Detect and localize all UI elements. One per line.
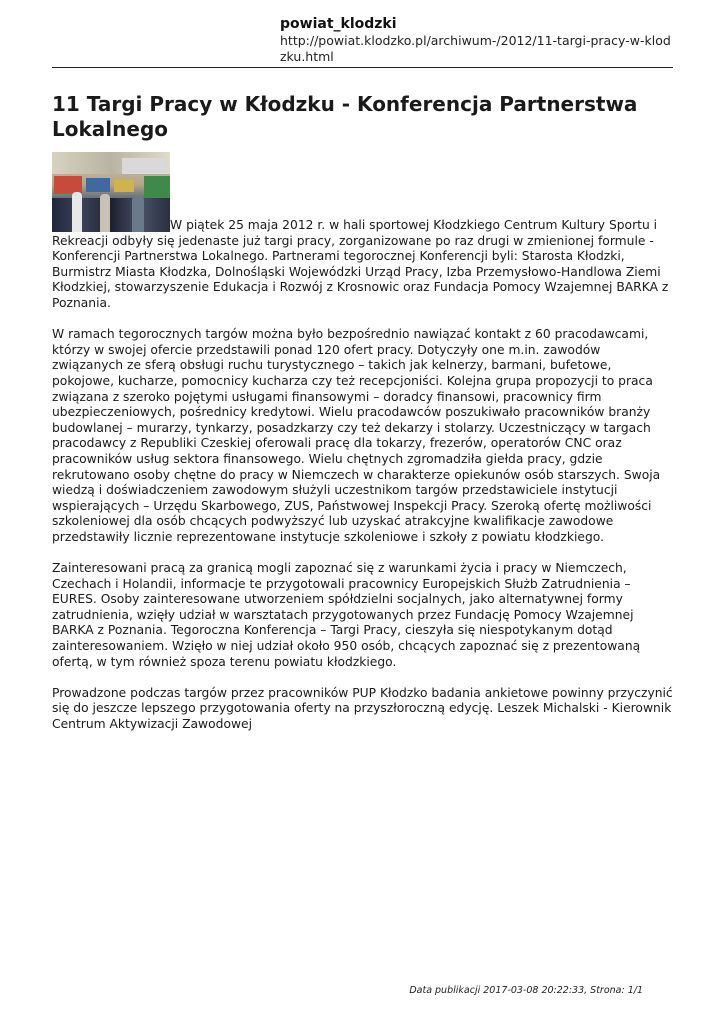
- article-paragraph: Prowadzone podczas targów przez pracowników PUP Kłodzko badania ankietowe powinny przyczynić się do jeszcze lepszego przygotowania oferty na przyszłoroczną edycję. Leszek Michalski - Kierownik Centrum Aktywizacji Zawodowej: [52, 685, 673, 731]
- article-photo: [52, 152, 170, 232]
- site-name: powiat_klodzki: [280, 16, 397, 32]
- article-title: 11 Targi Pracy w Kłodzku - Konferencja Partnerstwa Lokalnego: [52, 92, 638, 141]
- publication-info: Data publikacji 2017-03-08 20:22:33, Strona: 1/1: [409, 985, 643, 996]
- source-url[interactable]: http://powiat.klodzko.pl/archiwum-/2012/11-targi-pracy-w-klodzku.html: [280, 33, 671, 64]
- paragraph-text: W piątek 25 maja 2012 r. w hali sportowej Kłodzkiego Centrum Kultury Sportu i Rekreacji odbyły się jedenaste już targi pracy, zorganizowane po raz drugi w zmienionej formule - Konferencji Partnerstwa Lokalnego. Partnerami tegorocznej Konferencji byli: Starosta Kłodzki, Burmistrz Miasta Kłodzka, Dolnośląski Wojewódzki Urząd Pracy, Izba Przemysłowo-Handlowa Ziemi Kłodzkiej, stowarzyszenie Edukacja i Rozwój z Krosnowic oraz Fundacja Pomocy Wzajemnej BARKA z Poznania.: [52, 218, 669, 310]
- article-paragraph: [52, 152, 673, 312]
- article-paragraph: Zainteresowani pracą za granicą mogli zapoznać się z warunkami życia i pracy w Niemczech, Czechach i Holandii, informacje te przygotowali pracownicy Europejskich Służb Zatrudnienia –EURES. Osoby zainteresowane utworzeniem spółdzielni socjalnych, jako alternatywnej formy zatrudnienia, wzięły udział w warsztatach przygotowanych przez Fundację Pomocy Wzajemnej BARKA z Poznania. Tegoroczna Konferencja – Targi Pracy, cieszyła się niespotykanym dotąd zainteresowaniem. Wzięło w niej udział około 950 osób, chcących zapoznać się z prezentowaną ofertą, w tym również spoza terenu powiatu kłodzkiego.: [52, 561, 641, 669]
- article-body: [52, 152, 673, 748]
- article-paragraph: W ramach tegorocznych targów można było bezpośrednio nawiązać kontakt z 60 pracodawcami, którzy w swojej ofercie przedstawili ponad 120 ofert pracy. Dotyczyły one m.in. zawodów związanych ze sferą obsługi ruchu turystycznego – takich jak kelnerzy, barmani, bufetowe, pokojowe, kucharze, pomocnicy kucharza czy też recepcjoniści. Kolejna grupa propozycji to praca związana z szeroko pojętymi usługami finansowymi – doradcy finansowi, pracownicy firm ubezpieczeniowych, pośrednicy kredytowi. Wielu pracodawców poszukiwało pracowników branży budowlanej – murarzy, tynkarzy, posadzkarzy czy też dekarzy i stolarzy. Uczestniczący w targach pracodawcy z Republiki Czeskiej oferowali pracę dla tokarzy, frezerów, operatorów CNC oraz pracowników usług sektora finansowego. Wielu chętnych zgromadziła giełda pracy, gdzie rekrutowano osoby chętne do pracy w Niemczech w charakterze opiekunów osób starszych. Swoja wiedzą i doświadczeniem zawodowym służyli uczestnikom targów przedstawiciele instytucji wspierających – Urzędu Skarbowego, ZUS, Państwowej Inspekcji Pracy. Szeroką ofertę możliwości szkoleniowej dla osób chcących podwyższyć lub uzyskać atrakcyjne kwalifikacje zawodowe przedstawiły licznie reprezentowane instytucje szkoleniowe i szkoły z powiatu kłodzkiego.: [52, 327, 661, 544]
- header-divider: [52, 67, 673, 68]
- document-header: [280, 16, 675, 65]
